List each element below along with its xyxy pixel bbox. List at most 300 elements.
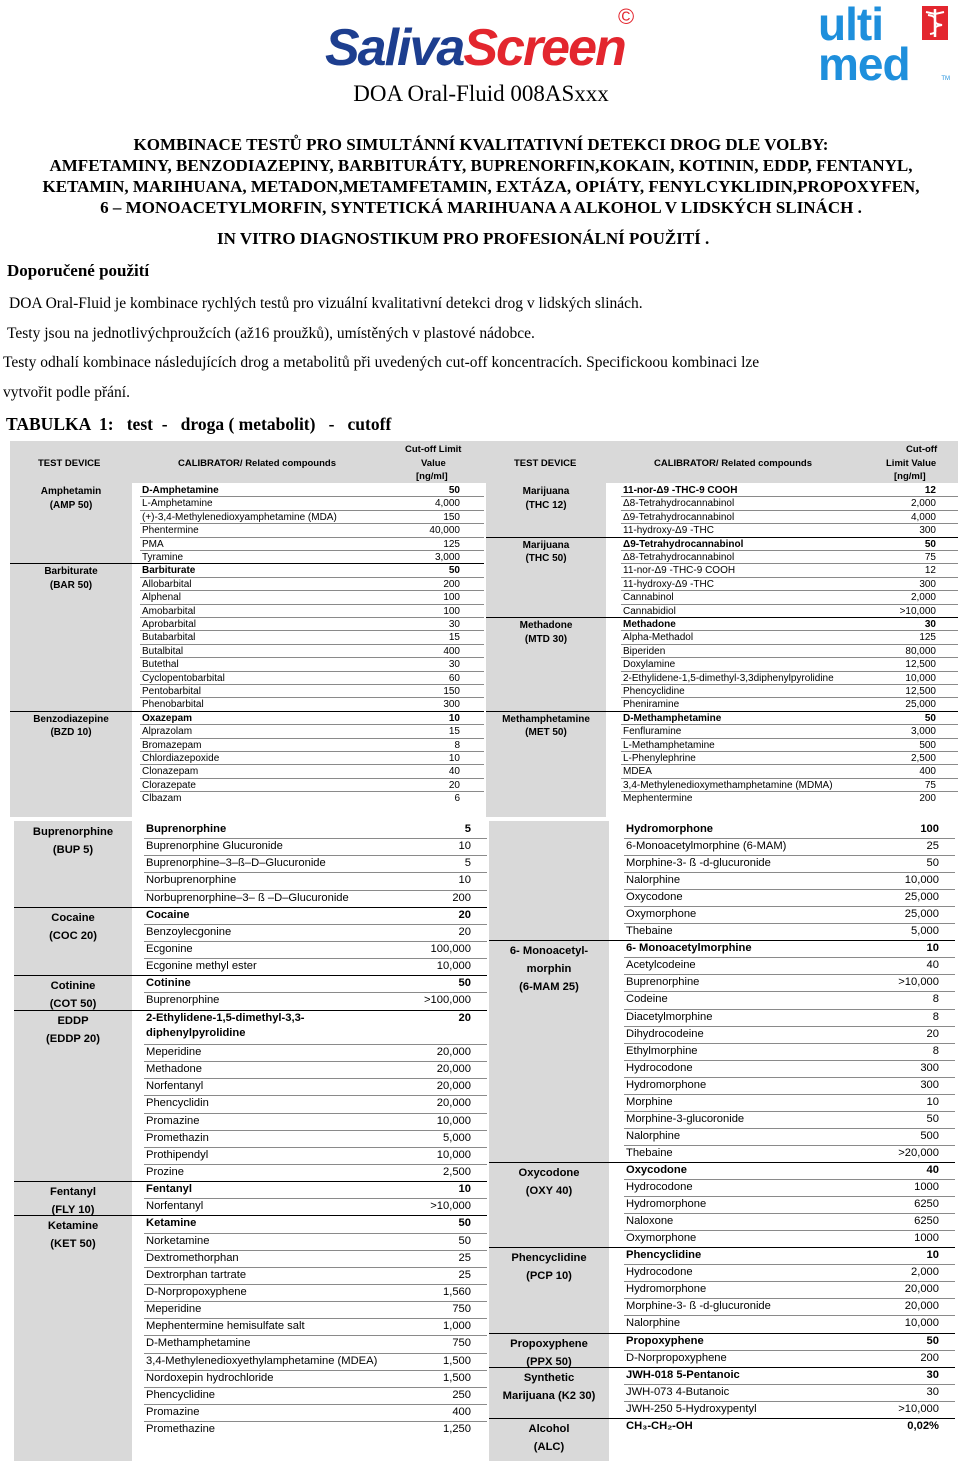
table-row	[146, 1285, 487, 1302]
table-row	[626, 1334, 955, 1351]
table-row	[626, 1402, 955, 1419]
cutoff-value: 1000	[914, 1232, 939, 1245]
cutoff-value: 25,000	[904, 891, 939, 904]
cutoff-value: 30	[448, 659, 460, 671]
compound-name: Phentermine	[142, 525, 199, 537]
cutoff-value: 3,000	[434, 552, 460, 563]
table-row	[146, 1096, 487, 1113]
test-device-group	[14, 975, 487, 1009]
compound-name: Nalorphine	[626, 874, 681, 887]
cutoff-value: 50	[924, 538, 936, 550]
table-row	[146, 1148, 487, 1165]
compound-name: Phencyclidine	[626, 1249, 702, 1262]
cutoff-value: 50	[458, 977, 471, 990]
compound-name: Clorazepate	[142, 779, 196, 791]
compound-name: Butabarbital	[142, 632, 196, 644]
cutoff-value: 500	[920, 1129, 939, 1142]
compound-name: Codeine	[626, 993, 668, 1006]
cutoff-value: 20,000	[436, 1045, 471, 1058]
compound-name: 2-Ethylidene-1,5-dimethyl-3,3- diphenylpyrolidine	[146, 1011, 305, 1039]
table-row	[623, 658, 958, 671]
cutoff-value: 50	[926, 1112, 939, 1125]
test-device-name: Phencyclidine (PCP 10)	[511, 1252, 587, 1283]
cutoff-value: 300	[919, 578, 936, 590]
cutoff-value: 40	[448, 766, 460, 778]
table-row	[146, 1182, 487, 1199]
cutoff-value: 12,500	[905, 686, 936, 697]
cutoff-value: 10	[458, 874, 471, 887]
compound-name: L-Amphetamine	[142, 498, 213, 510]
cutoff-value: 1000	[914, 1181, 939, 1194]
compound-name: Δ9-Tetrahydrocannabinol	[623, 538, 744, 550]
table-row	[142, 792, 484, 805]
cutoff-value: 10	[926, 942, 939, 955]
cutoff-value: 10	[448, 752, 460, 764]
table-row	[146, 1319, 487, 1336]
table-row	[146, 1422, 487, 1439]
cutoff-value: >100,000	[424, 994, 471, 1007]
test-device-group	[10, 483, 484, 563]
cutoff-value: 20,000	[436, 1063, 471, 1076]
cutoff-value: 2,000	[910, 498, 936, 510]
cutoff-value: 10,000	[904, 1317, 939, 1330]
header-right	[486, 441, 958, 482]
compound-name: Biperiden	[623, 645, 666, 657]
table-row	[626, 924, 955, 941]
cutoff-value: 750	[452, 1337, 471, 1350]
compound-name: Doxylamine	[623, 659, 676, 671]
compound-name: JWH-018 5-Pentanoic	[626, 1368, 740, 1381]
compound-name: Norbuprenorphine	[146, 874, 237, 887]
compound-name: Allobarbital	[142, 578, 192, 590]
table-row	[142, 618, 484, 631]
cutoff-value: 12	[924, 565, 936, 577]
table-title: TABULKA 1: test - droga ( metabolit) - cutoff	[6, 414, 392, 434]
cutoff-value: >20,000	[898, 1146, 939, 1159]
cutoff-value: 400	[919, 766, 936, 778]
cutoff-value: 25,000	[905, 699, 936, 711]
compound-name: Morphine	[626, 1095, 673, 1108]
header-unit: [ng/ml]	[894, 471, 926, 482]
logo-med-text: med	[818, 38, 910, 90]
table-row	[146, 1405, 487, 1422]
table-row	[146, 1079, 487, 1096]
heading-line: 6 – MONOACETYLMORFIN, SYNTETICKÁ MARIHUANA A ALKOHOL V LIDSKÝCH SLINÁCH .	[100, 198, 862, 217]
table-row	[626, 1095, 955, 1112]
cutoff-value: 20,000	[904, 1283, 939, 1296]
test-device-group	[10, 711, 484, 805]
table-row	[626, 890, 955, 907]
table-row	[626, 975, 955, 992]
cutoff-value: 200	[919, 793, 936, 805]
header-cutoff-limit: Cut-off Limit	[405, 444, 462, 455]
paragraph: Testy odhalí kombinace následujících drog a metabolitů při uvedených cut-off koncentracích. Specifickoou kombinaci lze	[3, 354, 760, 371]
table-row	[623, 752, 958, 765]
compound-name: Hydrocodone	[626, 1266, 693, 1279]
table-row	[146, 1234, 487, 1251]
table-row	[142, 658, 484, 671]
cutoff-value: 300	[920, 1061, 939, 1074]
compound-name: Bromazepam	[142, 739, 202, 751]
test-device-group	[486, 617, 958, 711]
table-row	[142, 578, 484, 591]
cutoff-value: 25,000	[904, 908, 939, 921]
cutoff-value: 3,000	[910, 726, 936, 738]
table-row	[146, 1371, 487, 1388]
cutoff-value: 10	[458, 1183, 471, 1196]
table-row	[146, 891, 487, 908]
cutoff-value: 10,000	[436, 1114, 471, 1127]
cutoff-value: 150	[443, 511, 460, 523]
table-row	[626, 1419, 955, 1436]
compound-name: Δ8-Tetrahydrocannabinol	[623, 498, 735, 510]
cutoff-value: 10,000	[436, 960, 471, 973]
compound-name: Thebaine	[626, 1146, 673, 1159]
compound-name: Cocaine	[146, 908, 190, 921]
table-row	[142, 524, 484, 537]
compound-name: Barbiturate	[142, 565, 196, 577]
compound-name: PMA	[142, 538, 164, 550]
table-row	[142, 765, 484, 778]
compound-name: CH₃-CH₂-OH	[626, 1419, 693, 1432]
table-header	[10, 441, 958, 485]
table-row	[623, 685, 958, 698]
cutoff-value: 300	[443, 699, 460, 711]
salivascreen-logo	[325, 18, 625, 78]
cutoff-value: 10	[458, 840, 471, 853]
cutoff-value: 75	[924, 551, 936, 563]
test-device-name: Alcohol (ALC)	[528, 1422, 570, 1453]
test-device-name: 6- Monoacetyl- morphin (6-MAM 25)	[509, 945, 589, 994]
trademark-mark: TM	[941, 76, 950, 82]
table-row	[626, 1265, 955, 1282]
table-row	[146, 1114, 487, 1131]
table-row	[626, 1061, 955, 1078]
table-row	[146, 1354, 487, 1371]
table-row	[626, 1214, 955, 1231]
compound-name: 11-nor-Δ9 -THC-9 COOH	[623, 485, 738, 496]
compound-name: Promazine	[146, 1114, 200, 1127]
compound-name: Morphine-3- ß -d-glucuronide	[626, 857, 771, 870]
table-row	[142, 511, 484, 524]
cutoff-value: 1,500	[443, 1354, 471, 1367]
table-row	[626, 1299, 955, 1316]
table-row	[623, 524, 958, 537]
compound-name: Cannabinol	[623, 592, 674, 604]
cutoff-value: 50	[448, 565, 460, 577]
cutoff-value: 1,000	[443, 1320, 471, 1333]
table-row	[146, 1268, 487, 1285]
compound-name: Morphine-3- ß -d-glucuronide	[626, 1300, 771, 1313]
table-row	[623, 578, 958, 591]
cutoff-value: 200	[443, 578, 460, 590]
compound-name: Propoxyphene	[626, 1334, 704, 1347]
cutoff-value: 15	[448, 726, 460, 738]
compound-name: D-Norpropoxyphene	[626, 1351, 727, 1364]
table-row	[146, 908, 487, 925]
test-device-group	[14, 1010, 487, 1182]
table-row	[142, 698, 484, 711]
cutoff-value: >10,000	[430, 1200, 471, 1213]
test-device-group	[489, 821, 955, 940]
compound-name: JWH-250 5-Hydroxypentyl	[626, 1402, 757, 1415]
compound-name: Thebaine	[626, 925, 673, 938]
heading-line: KOMBINACE TESTŮ PRO SIMULTÁNNÍ KVALITATIVNÍ DETEKCI DROG DLE VOLBY:	[133, 135, 829, 154]
cutoff-value: 2,500	[910, 752, 936, 764]
cutoff-value: 10,000	[436, 1148, 471, 1161]
compound-name: D-Amphetamine	[142, 485, 219, 496]
table-row	[146, 1131, 487, 1148]
cutoff-value: 125	[919, 632, 936, 644]
table-row	[623, 551, 958, 564]
cutoff-value: 25	[926, 840, 939, 853]
table-row	[142, 779, 484, 792]
compound-name: Dextrorphan tartrate	[146, 1268, 247, 1281]
compound-name: Buprenorphine–3–ß–D–Glucuronide	[146, 857, 326, 870]
compound-name: Norketamine	[146, 1234, 210, 1247]
compound-name: 3,4-Methylenedioxymethamphetamine (MDMA)	[623, 779, 833, 791]
cutoff-value: >10,000	[898, 976, 939, 989]
cutoff-value: 1,250	[443, 1423, 471, 1436]
table-row	[626, 839, 955, 856]
table-top-right	[486, 483, 958, 817]
header-unit: [ng/ml]	[416, 471, 448, 482]
cutoff-value: 5	[464, 857, 471, 870]
compound-name: Meperidine	[146, 1045, 202, 1058]
cutoff-value: >10,000	[899, 605, 936, 617]
compound-name: Promethazin	[146, 1131, 209, 1144]
logo-ulti-text: ulti	[818, 0, 883, 50]
cutoff-value: 25	[458, 1268, 471, 1281]
table-row	[623, 511, 958, 524]
compound-name: Dextromethorphan	[146, 1251, 239, 1264]
compound-name: Cannabidiol	[623, 605, 676, 617]
table-row	[146, 856, 487, 873]
test-device-name: Methadone (MTD 30)	[519, 620, 573, 645]
table-row	[142, 605, 484, 618]
cutoff-value: 50	[458, 1234, 471, 1247]
table-row	[146, 942, 487, 959]
cutoff-value: 15	[448, 632, 460, 644]
compound-name: Butethal	[142, 659, 179, 671]
test-device-name: Cotinine (COT 50)	[49, 980, 97, 1011]
cutoff-value: 25	[458, 1251, 471, 1264]
cutoff-value: 125	[443, 538, 460, 550]
cutoff-value: 2,000	[910, 592, 936, 604]
table-row	[626, 873, 955, 890]
table-row	[146, 1045, 487, 1062]
compound-name: Pheniramine	[623, 699, 680, 711]
cutoff-value: 4,000	[434, 498, 460, 510]
compound-name: Phencyclidin	[146, 1097, 209, 1110]
cutoff-value: 40	[926, 959, 939, 972]
cutoff-value: 100	[443, 605, 460, 617]
compound-name: Oxycodone	[626, 891, 683, 904]
table-row	[142, 564, 484, 577]
header-test-device: TEST DEVICE	[514, 458, 577, 469]
compound-name: Hydromorphone	[626, 1198, 707, 1211]
table-row	[626, 1368, 955, 1385]
compound-name: Ecgonine methyl ester	[146, 960, 257, 973]
cutoff-value: 8	[932, 1010, 939, 1023]
cutoff-value: 20	[448, 779, 460, 791]
compound-name: Buprenorphine Glucuronide	[146, 840, 283, 853]
compound-name: Hydrocodone	[626, 1061, 693, 1074]
test-device-name: Synthetic Marijuana (K2 30)	[502, 1371, 596, 1402]
cutoff-value: 1,500	[443, 1371, 471, 1384]
cutoff-value: 5	[464, 823, 471, 835]
test-device-group	[14, 907, 487, 976]
compound-name: JWH-073 4-Butanoic	[626, 1385, 730, 1398]
table-row	[146, 1011, 487, 1045]
test-device-name: Marijuana (THC 12)	[522, 486, 570, 511]
table-row	[146, 1336, 487, 1353]
ivd-notice: IN VITRO DIAGNOSTIKUM PRO PROFESIONÁLNÍ POUŽITÍ .	[217, 229, 710, 248]
test-device-name: Oxycodone (OXY 40)	[518, 1167, 580, 1197]
compound-name: L-Methamphetamine	[623, 739, 715, 751]
compound-name: Benzoylecgonine	[146, 925, 232, 938]
table-row	[142, 538, 484, 551]
paragraph: DOA Oral-Fluid je kombinace rychlých testů pro vizuální kvalitativní detekci drog v lidských slinách.	[9, 295, 643, 312]
paragraph: vytvořit podle přání.	[3, 384, 130, 401]
test-device-name: EDDP (EDDP 20)	[46, 1014, 100, 1045]
cutoff-value: 150	[443, 685, 460, 697]
table-row	[623, 591, 958, 604]
test-device-name: Amphetamin (AMP 50)	[40, 486, 102, 511]
cutoff-value: 75	[924, 779, 936, 791]
table-row	[142, 551, 484, 564]
test-device-name: Barbiturate (BAR 50)	[44, 566, 98, 591]
table-row	[142, 591, 484, 604]
test-device-group	[489, 940, 955, 1162]
table-row	[623, 564, 958, 577]
table-row	[142, 672, 484, 685]
cutoff-value: 12,500	[905, 659, 936, 671]
cutoff-value: 100	[443, 592, 460, 604]
test-device-group	[489, 1333, 955, 1367]
table-row	[626, 1078, 955, 1095]
cutoff-value: 200	[452, 891, 471, 904]
test-device-group	[489, 1367, 955, 1418]
table-row	[623, 792, 958, 805]
table-row	[626, 1351, 955, 1368]
table-row	[142, 712, 484, 725]
compound-name: Buprenorphine	[626, 976, 700, 989]
cutoff-value: 50	[926, 1334, 939, 1347]
compound-name: Ketamine	[146, 1217, 197, 1230]
compound-name: Buprenorphine	[146, 994, 220, 1007]
compound-name: Pentobarbital	[142, 685, 201, 697]
table-row	[626, 1146, 955, 1163]
compound-name: Oxazepam	[142, 712, 193, 724]
header-calibrator: CALIBRATOR/ Related compounds	[654, 458, 812, 469]
heading-line: KETAMIN, MARIHUANA, METADON,METAMFETAMIN, EXTÁZA, OPIÁTY, FENYLCYKLIDIN,PROPOXYFEN,	[42, 177, 920, 196]
table-row	[146, 873, 487, 890]
compound-name: Alprazolam	[142, 726, 193, 738]
cutoff-value: 10	[926, 1095, 939, 1108]
cutoff-value: 1,560	[443, 1286, 471, 1299]
compound-name: Naloxone	[626, 1215, 674, 1228]
cutoff-value: 50	[926, 857, 939, 870]
cutoff-value: 20,000	[904, 1300, 939, 1313]
table-row	[626, 958, 955, 975]
table-row	[626, 1112, 955, 1129]
test-device-group	[14, 821, 487, 907]
table-row	[142, 497, 484, 510]
compound-name: Clonazepam	[142, 766, 199, 778]
cutoff-value: 8	[932, 1044, 939, 1057]
compound-name: Δ8-Tetrahydrocannabinol	[623, 551, 735, 563]
table-row	[146, 976, 487, 993]
compound-name: Cotinine	[146, 977, 191, 990]
compound-name: 11-hydroxy-Δ9 -THC	[623, 525, 714, 537]
cutoff-value: 50	[924, 712, 936, 724]
cutoff-value: 30	[926, 1385, 939, 1398]
test-device-group	[10, 563, 484, 710]
test-device-name: Marijuana (THC 50)	[522, 539, 570, 565]
table-row	[623, 765, 958, 778]
header-cutoff: Cut-off	[906, 444, 938, 455]
table-row	[146, 925, 487, 942]
header-value: Value	[421, 458, 446, 469]
test-device-group	[486, 483, 958, 537]
compound-name: Methadone	[146, 1063, 202, 1076]
compound-name: 2-Ethylidene-1,5-dimethyl-3,3diphenylpyrolidine	[623, 672, 834, 684]
cutoff-value: 50	[448, 485, 460, 496]
header-left	[10, 441, 484, 482]
table-row	[146, 1216, 487, 1233]
cutoff-value: 30	[448, 618, 460, 630]
cutoff-value: 20	[458, 1011, 471, 1024]
table-row	[626, 822, 955, 839]
test-device-group	[14, 1215, 487, 1438]
table-row	[142, 739, 484, 752]
compound-name: D-Methamphetamine	[146, 1337, 251, 1350]
table-row	[146, 1165, 487, 1182]
document-heading	[0, 134, 960, 218]
table-row	[623, 672, 958, 685]
cutoff-value: 10,000	[905, 672, 936, 684]
test-device-group	[489, 1247, 955, 1332]
cutoff-value: 300	[920, 1078, 939, 1091]
test-device-group	[489, 1418, 955, 1453]
logo-screen-text: Screen	[463, 19, 625, 77]
table-row	[146, 1251, 487, 1268]
compound-name: Phenobarbital	[142, 699, 204, 711]
compound-name: MDEA	[623, 766, 652, 778]
table-row	[623, 497, 958, 510]
cutoff-value: 10,000	[904, 874, 939, 887]
cutoff-value: 10	[926, 1249, 939, 1262]
compound-name: Buprenorphine	[146, 823, 227, 835]
compound-name: Ethylmorphine	[626, 1044, 698, 1057]
table-row	[623, 645, 958, 658]
cutoff-value: 40	[926, 1164, 939, 1176]
compound-name: 6- Monoacetylmorphine	[626, 942, 752, 955]
table-row	[623, 484, 958, 497]
header-calibrator: CALIBRATOR/ Related compounds	[178, 458, 336, 469]
table-row	[623, 605, 958, 618]
table-bottom-right	[489, 821, 955, 1461]
table-row	[626, 1129, 955, 1146]
compound-name: Mephentermine hemisulfate salt	[146, 1320, 305, 1333]
cutoff-value: 750	[452, 1303, 471, 1316]
cutoff-value: 8	[454, 739, 460, 751]
compound-name: Clbazam	[142, 793, 182, 805]
compound-name: 11-nor-Δ9 -THC-9 COOH	[623, 565, 736, 577]
cutoff-value: 80,000	[905, 645, 936, 657]
cutoff-value: 40,000	[429, 525, 460, 537]
